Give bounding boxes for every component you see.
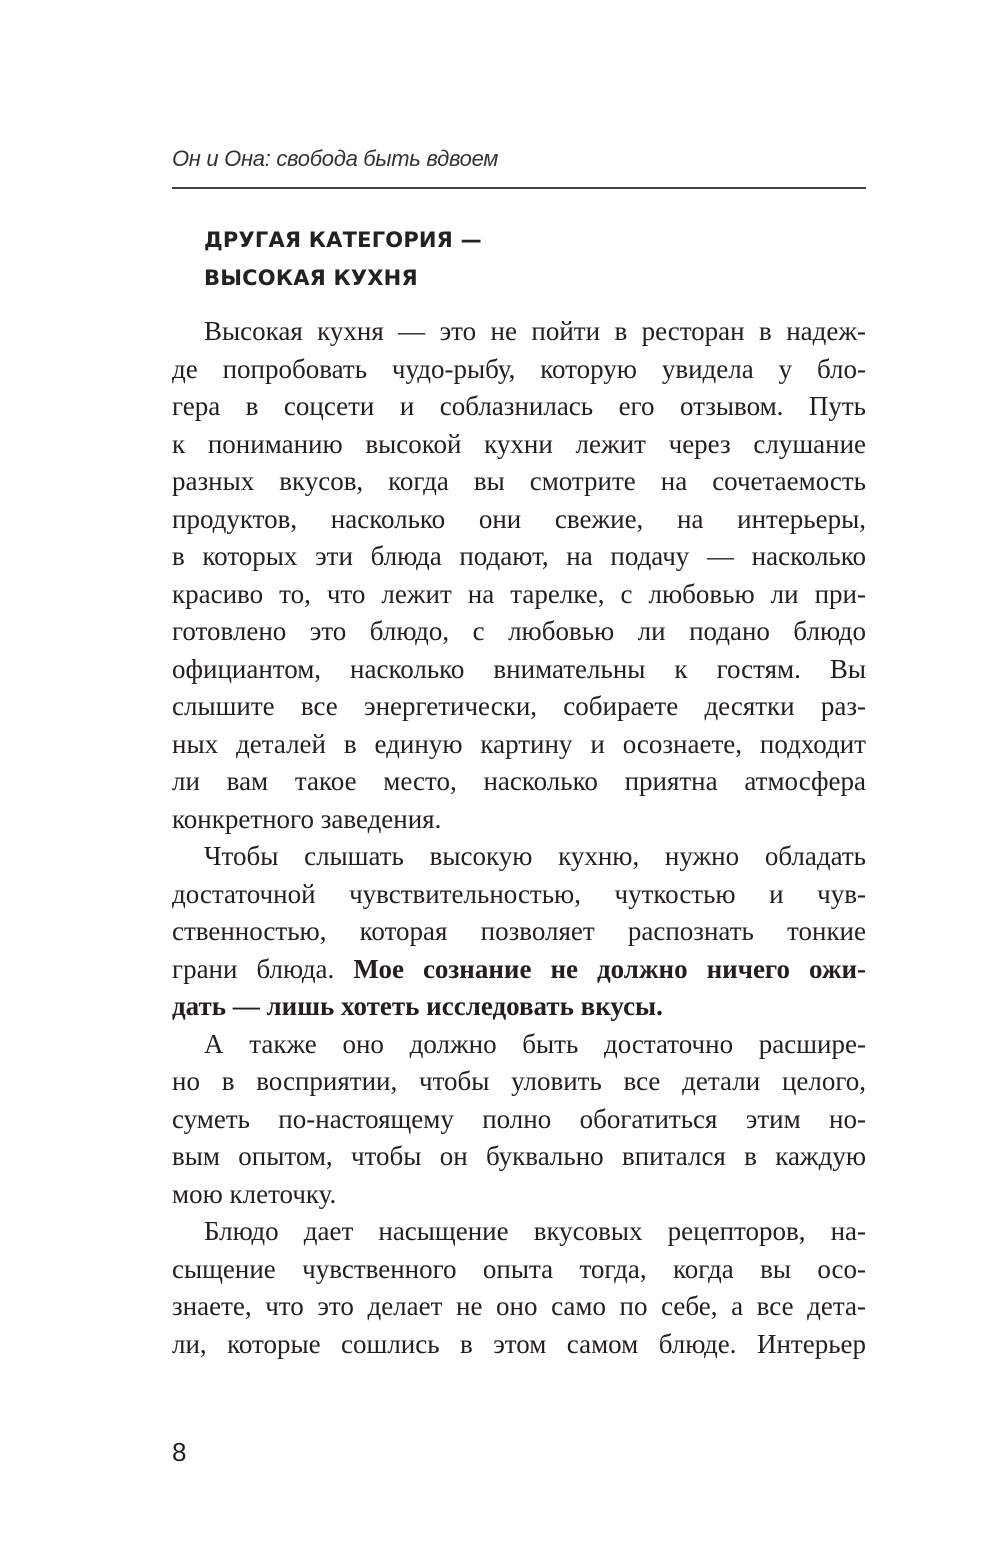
text-line bbox=[172, 501, 866, 539]
text-line bbox=[172, 876, 866, 914]
text-run: конкретного заведения. bbox=[172, 803, 442, 834]
text-run: суметь по-настоящему полно обогатиться этим но- bbox=[172, 1103, 866, 1134]
text-run: мою клеточку. bbox=[172, 1178, 337, 1209]
text-line bbox=[172, 688, 866, 726]
text-line bbox=[172, 726, 866, 764]
text-run: знаете, что это делает не оно само по себе, а все дета- bbox=[172, 1291, 866, 1321]
text-line bbox=[172, 1138, 866, 1176]
body-text bbox=[172, 313, 866, 1363]
text-run: готовлено это блюдо, с любовью ли подано блюдо bbox=[172, 616, 866, 646]
section-heading-line: ВЫСОКАЯ КУХНЯ bbox=[204, 265, 418, 290]
text-run: сыщение чувственного опыта тогда, когда вы осо- bbox=[172, 1253, 866, 1284]
text-run: но в восприятии, чтобы уловить все детали целого, bbox=[172, 1066, 866, 1096]
text-line bbox=[172, 1326, 866, 1364]
text-run: де попробовать чудо-рыбу, которую увидела у бло- bbox=[172, 353, 866, 384]
text-run: разных вкусов, когда вы смотрите на сочетаемость bbox=[172, 466, 866, 496]
text-run: ных деталей в единую картину и осознаете, подходит bbox=[172, 728, 866, 759]
text-run: ли вам такое место, насколько приятна атмосфера bbox=[172, 766, 866, 796]
text-run: достаточной чувствительностью, чуткостью и чув- bbox=[172, 878, 866, 909]
paragraph bbox=[172, 1213, 866, 1363]
text-line bbox=[172, 426, 866, 464]
section-heading bbox=[204, 222, 482, 297]
text-line bbox=[172, 1176, 866, 1214]
text-run: Высокая кухня — это не пойти в ресторан в надеж- bbox=[204, 316, 866, 346]
text-line bbox=[172, 951, 866, 989]
text-run: А также оно должно быть достаточно расшире- bbox=[204, 1028, 866, 1059]
text-line bbox=[172, 538, 866, 576]
text-run: ственностью, которая позволяет распознать тонкие bbox=[172, 916, 866, 946]
text-line bbox=[172, 988, 866, 1026]
header-rule bbox=[172, 187, 866, 189]
section-heading-line: ДРУГАЯ КАТЕГОРИЯ — bbox=[204, 228, 482, 252]
text-line bbox=[172, 1101, 866, 1139]
text-line bbox=[172, 763, 866, 801]
text-line bbox=[172, 913, 866, 951]
text-line bbox=[172, 1063, 866, 1101]
bold-text: Мое сознание не должно ничего ожи- bbox=[353, 953, 866, 984]
text-line bbox=[172, 463, 866, 501]
text-line bbox=[172, 651, 866, 689]
text-run: официантом, насколько внимательны к гостям. Вы bbox=[172, 653, 866, 684]
text-line bbox=[172, 613, 866, 651]
text-line bbox=[172, 1251, 866, 1289]
paragraph bbox=[172, 313, 866, 838]
paragraph bbox=[172, 838, 866, 1026]
text-line bbox=[172, 838, 866, 876]
text-line bbox=[172, 351, 866, 389]
text-run: продуктов, насколько они свежие, на интерьеры, bbox=[172, 503, 866, 534]
text-run: вым опытом, чтобы он буквально впитался в каждую bbox=[172, 1141, 866, 1171]
text-run: Чтобы слышать высокую кухню, нужно обладать bbox=[204, 841, 866, 871]
text-line bbox=[172, 801, 866, 839]
text-run: к пониманию высокой кухни лежит через слушание bbox=[172, 428, 866, 459]
page-number: 8 bbox=[172, 1437, 187, 1467]
text-run: красиво то, что лежит на тарелке, с любовью ли при- bbox=[172, 578, 866, 609]
text-line bbox=[172, 388, 866, 426]
text-run: гера в соцсети и соблазнилась его отзывом. Путь bbox=[172, 391, 866, 421]
text-line bbox=[172, 1288, 866, 1326]
text-line bbox=[172, 1213, 866, 1251]
text-run: слышите все энергетически, собираете десятки раз- bbox=[172, 691, 866, 721]
bold-text: дать — лишь хотеть исследовать вкусы. bbox=[172, 991, 663, 1021]
text-line bbox=[172, 313, 866, 351]
running-head: Он и Она: свобода быть вдвоем bbox=[172, 146, 499, 171]
text-run: грани блюда. bbox=[172, 953, 354, 984]
text-run: ли, которые сошлись в этом самом блюде. Интерьер bbox=[172, 1328, 866, 1359]
text-run: в которых эти блюда подают, на подачу — насколько bbox=[172, 541, 866, 571]
paragraph bbox=[172, 1026, 866, 1214]
text-line bbox=[172, 576, 866, 614]
text-line bbox=[172, 1026, 866, 1064]
text-run: Блюдо дает насыщение вкусовых рецепторов, на- bbox=[204, 1216, 866, 1246]
